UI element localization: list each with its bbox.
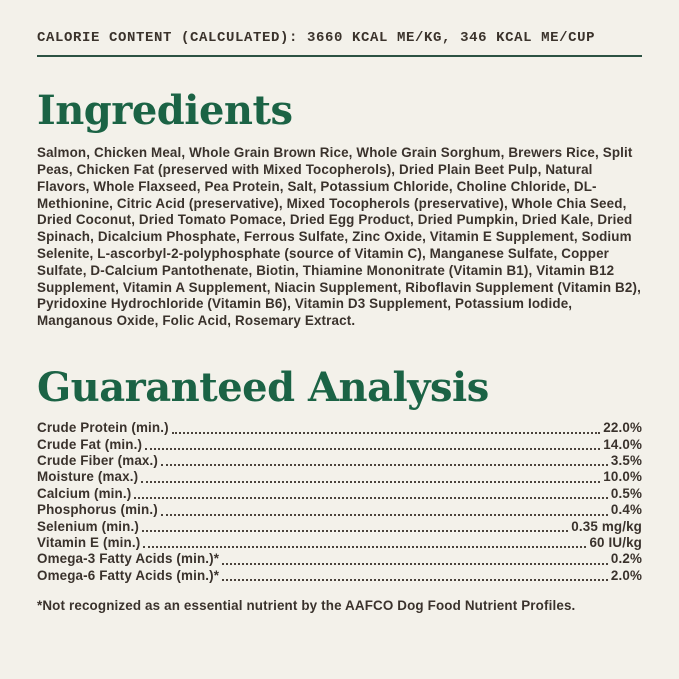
dot-leader	[161, 514, 608, 516]
nutrient-label: Crude Fat (min.)	[37, 436, 143, 452]
nutrient-label: Calcium (min.)	[37, 485, 132, 501]
guaranteed-analysis-row	[37, 502, 642, 518]
nutrient-value: 10.0%	[603, 469, 642, 485]
calorie-content-banner: CALORIE CONTENT (CALCULATED): 3660 KCAL ME/KG, 346 KCAL ME/CUP	[37, 30, 596, 46]
nutrient-value: 0.35 mg/kg	[571, 518, 642, 534]
dot-leader	[161, 464, 608, 466]
dot-leader	[172, 432, 601, 434]
ingredients-list-text: Salmon, Chicken Meal, Whole Grain Brown Rice, Whole Grain Sorghum, Brewers Rice, Split Peas, Chicken Fat (preserved with Mixed Tocopherols), Dried Plain Beet Pulp, Natural Flavors, Whole Flaxseed, Pea Protein, Salt, Potassium Chloride, Choline Chloride, DL-Methionine, Citric Acid (preservative), Mixed Tocopherols (preservative), Whole Chia Seed, Dried Coconut, Dried Tomato Pomace, Dried Egg Product, Dried Pumpkin, Dried Kale, Dried Spinach, Dicalcium Phosphate, Ferrous Sulfate, Zinc Oxide, Vitamin E Supplement, Sodium Selenite, L-ascorbyl-2-polyphosphate (source of Vitamin C), Manganese Sulfate, Copper Sulfate, D-Calcium Pantothenate, Biotin, Thiamine Mononitrate (Vitamin B1), Vitamin B12 Supplement, Vitamin A Supplement, Niacin Supplement, Riboflavin Supplement (Vitamin B2), Pyridoxine Hydrochloride (Vitamin B6), Vitamin D3 Supplement, Potassium Iodide, Manganous Oxide, Folic Acid, Rosemary Extract.	[37, 145, 641, 329]
guaranteed-analysis-row	[37, 469, 642, 485]
nutrient-value: 0.2%	[610, 551, 642, 567]
green-divider-rule	[37, 55, 642, 57]
nutrient-label: Vitamin E (min.)	[37, 534, 141, 550]
nutrient-value: 3.5%	[610, 452, 642, 468]
nutrient-label: Phosphorus (min.)	[37, 502, 158, 518]
nutrient-label: Omega-3 Fatty Acids (min.)*	[37, 551, 220, 567]
dot-leader	[142, 530, 568, 532]
guaranteed-analysis-row	[37, 519, 642, 535]
nutrient-label: Crude Protein (min.)	[37, 420, 169, 436]
guaranteed-analysis-row	[37, 486, 642, 502]
nutrient-value: 2.0%	[610, 567, 642, 583]
dot-leader	[222, 563, 608, 565]
aafco-footnote: *Not recognized as an essential nutrient by the AAFCO Dog Food Nutrient Profiles.	[37, 598, 576, 614]
nutrient-value: 0.5%	[610, 485, 642, 501]
guaranteed-analysis-heading: Guaranteed Analysis	[37, 363, 489, 411]
nutrient-label: Crude Fiber (max.)	[37, 452, 159, 468]
nutrient-label: Omega-6 Fatty Acids (min.)*	[37, 567, 220, 583]
nutrient-value: 14.0%	[603, 436, 642, 452]
dot-leader	[134, 497, 608, 499]
nutrient-label: Selenium (min.)	[37, 518, 139, 534]
dot-leader	[222, 579, 608, 581]
guaranteed-analysis-row	[37, 420, 642, 436]
guaranteed-analysis-row	[37, 551, 642, 567]
guaranteed-analysis-row	[37, 535, 642, 551]
dot-leader	[141, 481, 600, 483]
guaranteed-analysis-row	[37, 568, 642, 584]
nutrient-label: Moisture (max.)	[37, 469, 139, 485]
nutrient-value: 60 IU/kg	[589, 534, 642, 550]
guaranteed-analysis-table	[37, 420, 642, 584]
guaranteed-analysis-row	[37, 453, 642, 469]
dot-leader	[145, 448, 600, 450]
nutrient-value: 0.4%	[610, 502, 642, 518]
ingredients-heading: Ingredients	[37, 87, 293, 134]
nutrient-value: 22.0%	[603, 420, 642, 436]
guaranteed-analysis-row	[37, 437, 642, 453]
dot-leader	[143, 546, 586, 548]
